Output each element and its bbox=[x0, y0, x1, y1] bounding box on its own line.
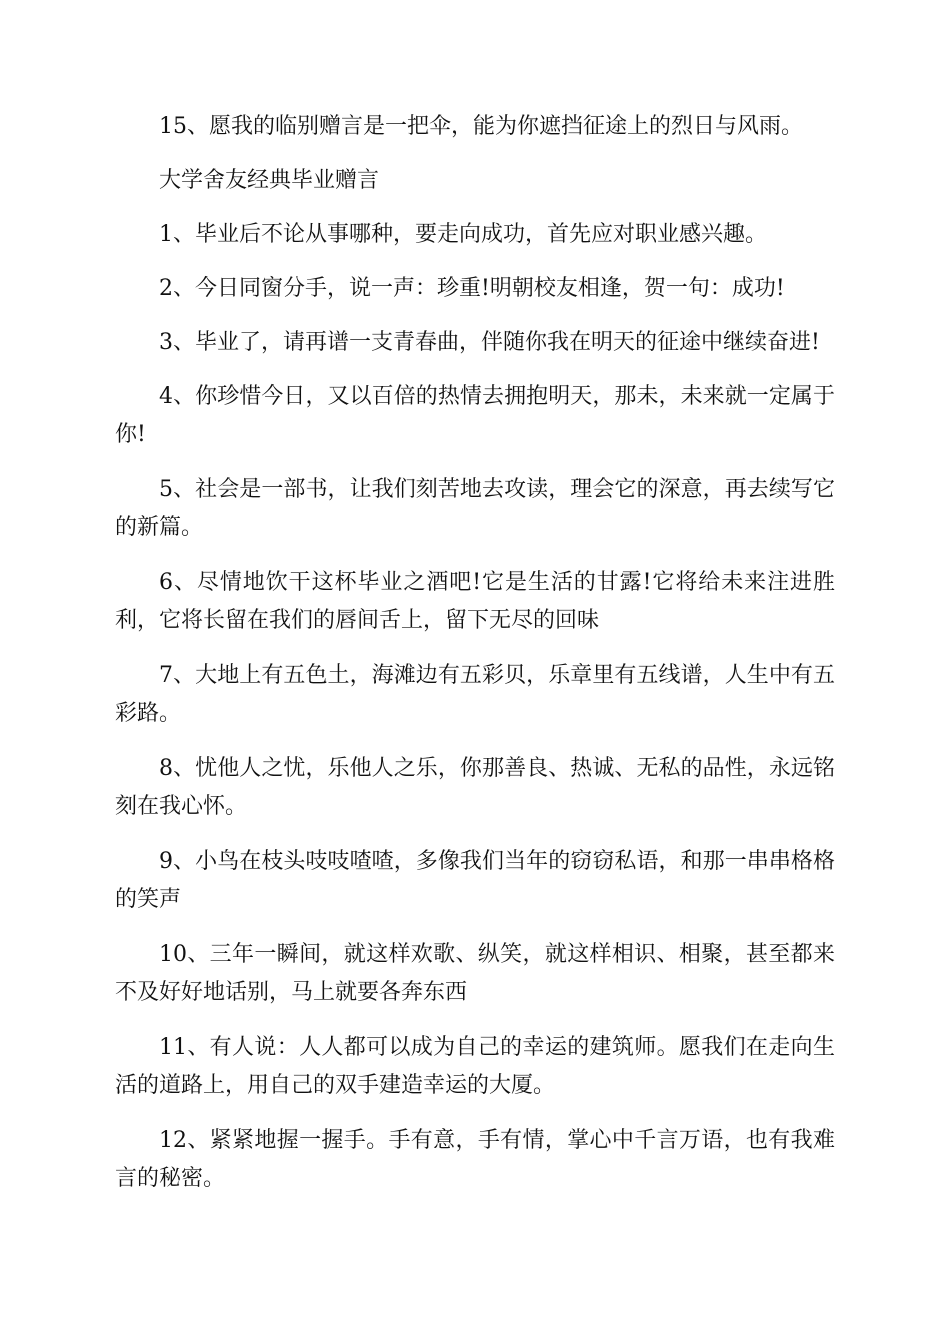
section-heading: 大学舍友经典毕业赠言 bbox=[159, 168, 380, 193]
paragraph-quote-12: 12、紧紧地握一握手。手有意，手有情，掌心中千言万语，也有我难言的秘密。 bbox=[115, 1128, 835, 1191]
paragraph-quote-3: 3、毕业了，请再谱一支青春曲，伴随你我在明天的征途中继续奋进! bbox=[159, 330, 820, 355]
paragraph-quote-7: 7、大地上有五色土，海滩边有五彩贝，乐章里有五线谱，人生中有五彩路。 bbox=[115, 663, 835, 726]
paragraph-quote-2: 2、今日同窗分手，说一声：珍重!明朝校友相逢，贺一句：成功! bbox=[159, 276, 785, 301]
document-body bbox=[115, 108, 835, 1215]
paragraph-quote-8: 8、忧他人之忧，乐他人之乐，你那善良、热诚、无私的品性，永远铭刻在我心怀。 bbox=[115, 756, 835, 819]
paragraph-quote-6: 6、尽情地饮干这杯毕业之酒吧!它是生活的甘露!它将给未来注进胜利，它将长留在我们的唇间舌上，留下无尽的回味 bbox=[115, 570, 835, 633]
paragraph-quote-9: 9、小鸟在枝头吱吱喳喳，多像我们当年的窃窃私语，和那一串串格格的笑声 bbox=[115, 849, 835, 912]
paragraph-quote-1: 1、毕业后不论从事哪种，要走向成功，首先应对职业感兴趣。 bbox=[159, 222, 767, 247]
paragraph-quote-15: 15、愿我的临别赠言是一把伞，能为你遮挡征途上的烈日与风雨。 bbox=[159, 114, 803, 139]
paragraph-quote-11: 11、有人说：人人都可以成为自己的幸运的建筑师。愿我们在走向生活的道路上，用自己的双手建造幸运的大厦。 bbox=[115, 1035, 835, 1098]
paragraph-quote-4: 4、你珍惜今日，又以百倍的热情去拥抱明天，那未，未来就一定属于你! bbox=[115, 384, 835, 447]
paragraph-quote-10: 10、三年一瞬间，就这样欢歌、纵笑，就这样相识、相聚，甚至都来不及好好地话别，马上就要各奔东西 bbox=[115, 942, 835, 1005]
paragraph-quote-5: 5、社会是一部书，让我们刻苦地去攻读，理会它的深意，再去续写它的新篇。 bbox=[115, 477, 835, 540]
